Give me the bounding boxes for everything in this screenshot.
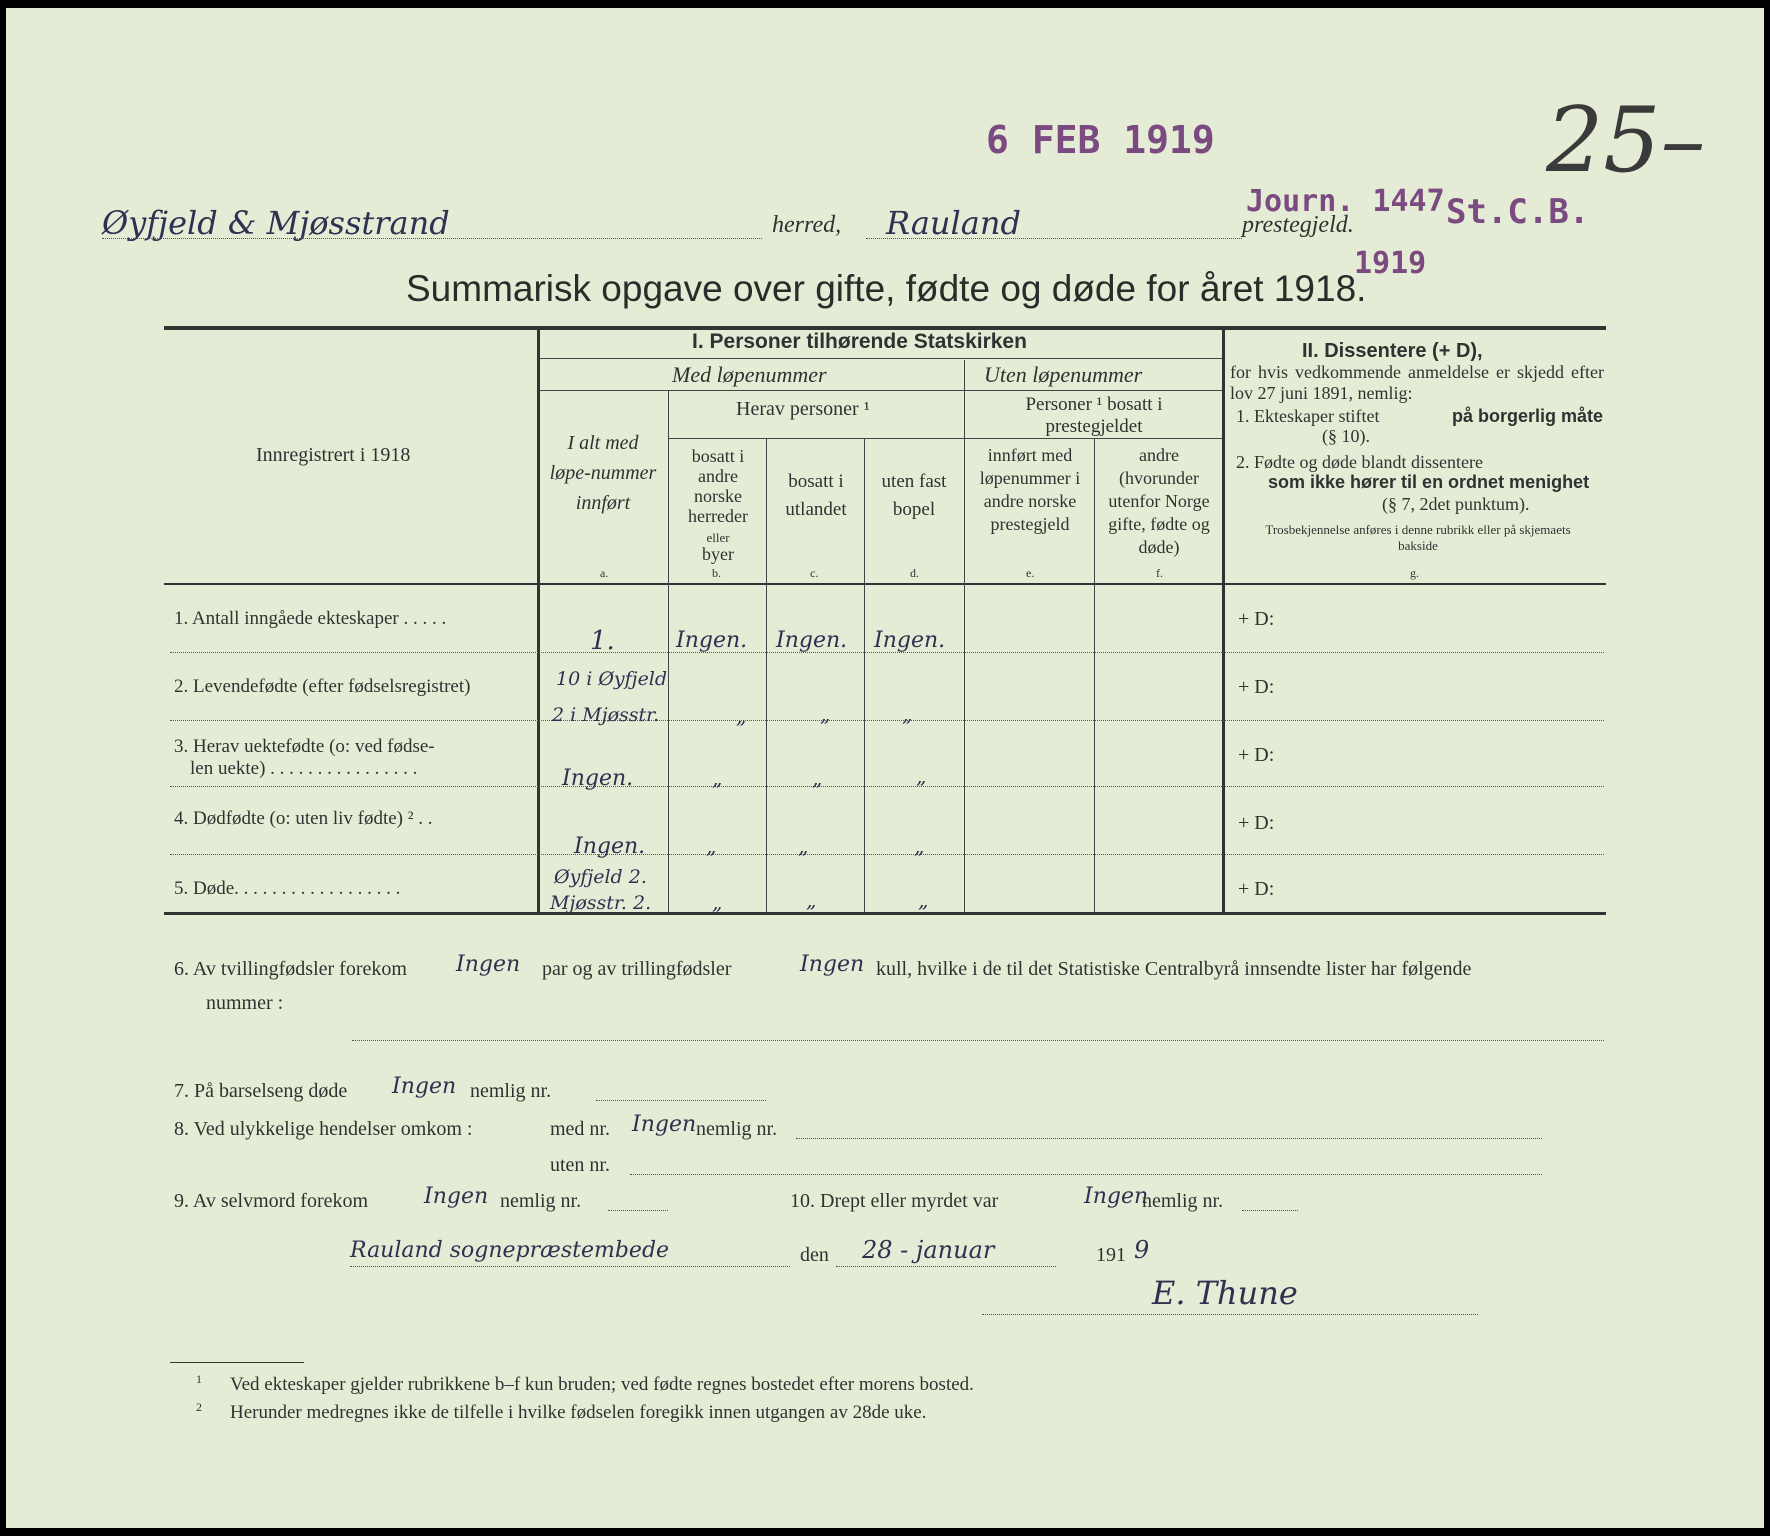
dissenter-mark-3: + D: — [1238, 744, 1275, 766]
section2-title: II. Dissentere (+ D), — [1302, 340, 1483, 362]
corner-number: 25– — [1546, 88, 1706, 193]
col-letter-g: g. — [1410, 566, 1419, 580]
header-rule-3b — [964, 438, 1222, 439]
cell-3a: Ingen. — [562, 766, 634, 791]
dissenter-mark-5: + D: — [1238, 878, 1275, 900]
col-divider-e — [964, 360, 965, 912]
section2-item2-end: (§ 7, 2det punktum). — [1382, 494, 1530, 514]
q9-nemlig: nemlig nr. — [500, 1190, 582, 1212]
section2-item2: 2. Fødte og døde blandt dissentere — [1236, 452, 1483, 472]
herav-personer-label: Herav personer ¹ — [736, 398, 870, 420]
q6-end: kull, hvilke i de til det Statistiske Centralbyrå innsendte lister har følgende — [876, 958, 1472, 980]
col-divider-c — [766, 438, 767, 912]
q10-answer: Ingen — [1084, 1184, 1149, 1209]
q8-label: 8. Ved ulykkelige hendelser omkom : — [174, 1118, 473, 1140]
cell-2a-line2: 2 i Mjøsstr. — [552, 704, 660, 726]
herred-line — [102, 238, 762, 239]
dissenter-mark-4: + D: — [1238, 812, 1275, 834]
date-line — [836, 1266, 1056, 1267]
cell-1c: Ingen. — [776, 628, 848, 653]
section2-item1: 1. Ekteskaper stiftet — [1236, 406, 1380, 426]
dissenter-mark-2: + D: — [1238, 676, 1275, 698]
year-digit: 9 — [1134, 1236, 1150, 1264]
footnote-rule — [170, 1362, 304, 1363]
place-line — [350, 1266, 790, 1267]
col-d-header: uten fast bopel — [881, 471, 947, 520]
col-f-header: andre (hvorunder utenfor Norge gifte, fødte og døde) — [1108, 445, 1210, 557]
row-label-4: 4. Dødfødte (o: uten liv fødte) ² . . — [174, 808, 433, 829]
personer-bosatt-label: Personer ¹ bosatt i prestegjeldet — [1025, 394, 1163, 437]
herred-name: Øyfjeld & Mjøsstrand — [102, 204, 450, 242]
header-rule-1 — [539, 358, 1222, 359]
footnote-2: Herunder medregnes ikke de tilfelle i hvilke fødselen foregikk innen utgangen av 28de uke. — [230, 1402, 927, 1423]
col-divider-d — [864, 438, 865, 912]
table-header-rule — [164, 583, 1606, 585]
q8-nemlig: nemlig nr. — [696, 1118, 778, 1140]
q6-twins: Ingen — [456, 952, 521, 977]
prestegjeld-line — [866, 238, 1242, 239]
q7-nemlig: nemlig nr. — [470, 1080, 552, 1102]
cell-5a-line2: Mjøsstr. 2. — [550, 892, 652, 914]
cell-2a-line1: 10 i Øyfjeld — [556, 668, 668, 690]
footnote-1: Ved ekteskaper gjelder rubrikkene b–f kun bruden; ved fødte regnes bostedet efter morens bosted. — [230, 1374, 974, 1395]
footnote-2-mark: 2 — [196, 1400, 202, 1414]
cell-5b: „ — [712, 890, 723, 914]
prestegjeld-label: prestegjeld. — [1242, 212, 1354, 238]
row-label-3b: len uekte) . . . . . . . . . . . . . . . . — [190, 758, 418, 779]
received-date-stamp: 6 FEB 1919 — [986, 118, 1215, 162]
q9-label: 9. Av selvmord forekom — [174, 1190, 369, 1212]
table-bottom-rule — [164, 912, 1606, 915]
year-prefix: 191 — [1096, 1244, 1126, 1266]
q8-line-1 — [796, 1138, 1542, 1139]
col-a-header: I alt med løpe-nummer innført — [549, 432, 657, 514]
col-divider-g — [1222, 330, 1225, 912]
cell-1b: Ingen. — [676, 628, 748, 653]
cell-5d: „ — [918, 888, 929, 912]
col-letter-b: b. — [712, 566, 721, 580]
section2-text: for hvis vedkommende anmeldelse er skjedd efter lov 27 juni 1891, nemlig: — [1230, 362, 1604, 403]
cell-2d: „ — [902, 702, 913, 726]
col-divider-a — [537, 330, 540, 912]
q7-label: 7. På barselseng døde — [174, 1080, 348, 1102]
uten-lopenummer-label: Uten løpenummer — [984, 362, 1143, 387]
q9-line — [608, 1210, 668, 1211]
col-letter-c: c. — [810, 566, 819, 580]
q7-answer: Ingen — [392, 1074, 457, 1099]
col-letter-a: a. — [600, 566, 609, 580]
col-b-byer: byer — [702, 544, 734, 564]
row-sep-4 — [170, 854, 1604, 855]
header-rule-2 — [539, 390, 1222, 391]
med-lopenummer-label: Med løpenummer — [672, 362, 827, 387]
journal-number-stamp: Journ. 1447 — [1246, 184, 1445, 219]
section1-title: I. Personer tilhørende Statskirken — [692, 330, 1027, 353]
office-stamp: St.C.B. — [1446, 192, 1590, 232]
row-header-label: Innregistrert i 1918 — [256, 444, 411, 466]
row-label-5: 5. Døde. . . . . . . . . . . . . . . . . . — [174, 878, 401, 899]
cell-5c: „ — [806, 888, 817, 912]
cell-4d: „ — [914, 834, 925, 858]
cell-1d: Ingen. — [874, 628, 946, 653]
q10-line — [1242, 1210, 1298, 1211]
q6-triplets: Ingen — [800, 952, 865, 977]
row-label-1: 1. Antall inngåede ekteskaper . . . . . — [174, 608, 447, 629]
cell-3d: „ — [916, 764, 927, 788]
q8-med: med nr. — [550, 1118, 610, 1140]
col-c-header: bosatt i utlandet — [785, 471, 847, 520]
section2-note: Trosbekjennelse anføres i denne rubrikk eller på skjemaets bakside — [1265, 522, 1571, 553]
row-label-2: 2. Levendefødte (efter fødselsregistret) — [174, 676, 471, 697]
form-sheet — [6, 8, 1764, 1528]
row-sep-2 — [170, 720, 1604, 721]
cell-1a: 1. — [590, 626, 615, 656]
herred-label: herred, — [772, 212, 842, 238]
cell-3b: „ — [712, 766, 723, 790]
col-divider-f — [1094, 438, 1095, 912]
date-written: 28 - januar — [862, 1236, 995, 1264]
prestegjeld-name: Rauland — [886, 204, 1021, 242]
col-e-header: innført med løpenummer i andre norske prestegjeld — [979, 445, 1081, 534]
q6-nummer: nummer : — [206, 992, 284, 1014]
row-label-3: 3. Herav uektefødte (o: ved fødse- — [174, 736, 435, 757]
q6-label: 6. Av tvillingfødsler forekom — [174, 958, 407, 980]
cell-2c: „ — [820, 702, 831, 726]
q9-answer: Ingen — [424, 1184, 489, 1209]
q8-answer: Ingen — [632, 1112, 697, 1137]
den-label: den — [800, 1244, 829, 1266]
section2-item2-bold: som ikke hører til en ordnet menighet — [1268, 472, 1590, 492]
footnote-1-mark: 1 — [196, 1372, 202, 1386]
q8-line-2 — [630, 1174, 1542, 1175]
cell-4c: „ — [798, 834, 809, 858]
year-stamp: 1919 — [1354, 246, 1427, 281]
col-divider-b — [668, 390, 669, 912]
place-written: Rauland sognepræstembede — [350, 1238, 670, 1263]
cell-2b: „ — [736, 704, 747, 728]
col-b-eller: eller — [706, 530, 730, 545]
q10-nemlig: nemlig nr. — [1142, 1190, 1224, 1212]
q8-uten: uten nr. — [550, 1154, 610, 1176]
page-title: Summarisk opgave over gifte, fødte og døde for året 1918. — [406, 268, 1367, 309]
signature: E. Thune — [1152, 1274, 1298, 1312]
section2-item1-end: (§ 10). — [1322, 426, 1370, 446]
q10-label: 10. Drept eller myrdet var — [790, 1190, 999, 1212]
q6-line — [352, 1040, 1604, 1041]
q7-line — [596, 1100, 766, 1101]
row-sep-3 — [170, 786, 1604, 787]
col-letter-d: d. — [910, 566, 919, 580]
dissenter-mark-1: + D: — [1238, 608, 1275, 630]
cell-4a: Ingen. — [574, 834, 646, 859]
col-letter-f: f. — [1156, 566, 1163, 580]
col-letter-e: e. — [1026, 566, 1035, 580]
signature-line — [982, 1314, 1478, 1315]
header-rule-3a — [668, 438, 964, 439]
cell-5a-line1: Øyfjeld 2. — [554, 866, 647, 888]
q6-mid: par og av trillingfødsler — [542, 958, 732, 980]
section2-item1-bold: på borgerlig måte — [1452, 406, 1604, 426]
cell-4b: „ — [706, 834, 717, 858]
col-b-header: bosatt i andre norske herreder — [688, 446, 748, 526]
cell-3c: „ — [812, 766, 823, 790]
